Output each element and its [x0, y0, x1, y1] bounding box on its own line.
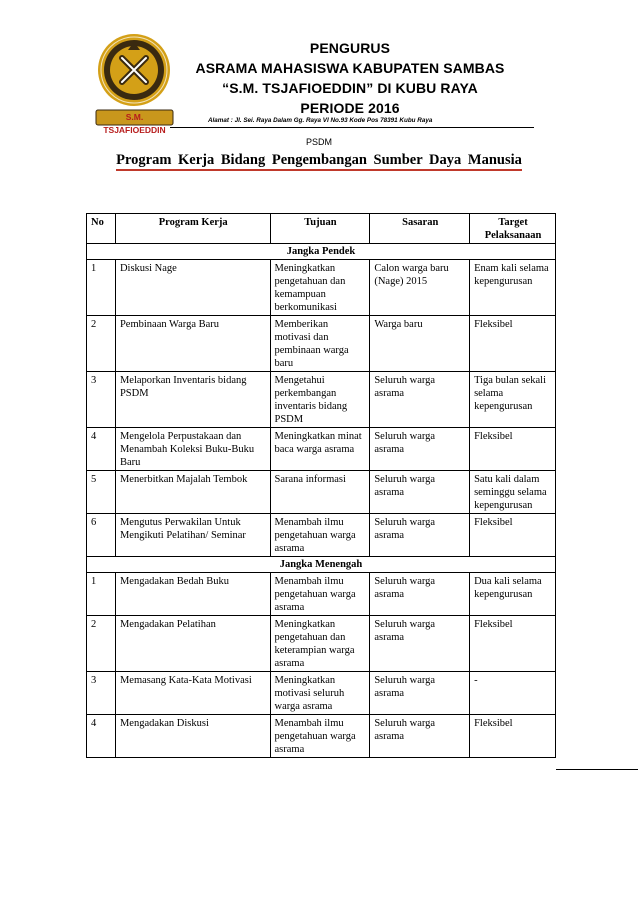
table-row — [87, 672, 556, 715]
cell-target: Enam kali selama kepengurusan — [470, 260, 556, 316]
header-target: Target Pelaksanaan — [470, 214, 556, 244]
cell-program: Mengadakan Diskusi — [115, 715, 270, 758]
cell-target: Fleksibel — [470, 514, 556, 557]
address-line: Alamat : Jl. Sei. Raya Dalam Gg. Raya VI No.93 Kode Pos 78391 Kubu Raya — [208, 117, 433, 124]
cell-target: Tiga bulan sekali selama kepengurusan — [470, 372, 556, 428]
cell-sasaran: Seluruh warga asrama — [370, 616, 470, 672]
cell-sasaran: Seluruh warga asrama — [370, 573, 470, 616]
cell-program: Mengutus Perwakilan Untuk Mengikuti Pelatihan/ Seminar — [115, 514, 270, 557]
cell-target: - — [470, 672, 556, 715]
cell-no: 4 — [87, 428, 116, 471]
document-title-text: Program Kerja Bidang Pengembangan Sumber Daya Manusia — [116, 152, 522, 171]
table-row — [87, 715, 556, 758]
cell-sasaran: Seluruh warga asrama — [370, 715, 470, 758]
cell-program: Diskusi Nage — [115, 260, 270, 316]
stray-rule — [556, 769, 638, 770]
header-sasaran: Sasaran — [370, 214, 470, 244]
cell-tujuan: Meningkatkan minat baca warga asrama — [270, 428, 370, 471]
cell-no: 3 — [87, 672, 116, 715]
cell-program: Mengadakan Bedah Buku — [115, 573, 270, 616]
section-label: Jangka Pendek — [87, 244, 556, 260]
cell-tujuan: Memberikan motivasi dan pembinaan warga baru — [270, 316, 370, 372]
cell-tujuan: Meningkatkan motivasi seluruh warga asrama — [270, 672, 370, 715]
table-row — [87, 428, 556, 471]
cell-sasaran: Seluruh warga asrama — [370, 471, 470, 514]
table-body — [87, 244, 556, 758]
cell-no: 4 — [87, 715, 116, 758]
table-row — [87, 471, 556, 514]
cell-sasaran: Seluruh warga asrama — [370, 514, 470, 557]
header-program: Program Kerja — [115, 214, 270, 244]
cell-sasaran: Calon warga baru (Nage) 2015 — [370, 260, 470, 316]
cell-tujuan: Sarana informasi — [270, 471, 370, 514]
cell-no: 3 — [87, 372, 116, 428]
cell-program: Pembinaan Warga Baru — [115, 316, 270, 372]
header-line-3: “S.M. TSJAFIOEDDIN” DI KUBU RAYA — [222, 80, 478, 96]
letterhead — [160, 38, 540, 118]
cell-no: 6 — [87, 514, 116, 557]
document-title — [0, 151, 638, 169]
cell-program: Memasang Kata-Kata Motivasi — [115, 672, 270, 715]
cell-target: Fleksibel — [470, 428, 556, 471]
cell-target: Fleksibel — [470, 316, 556, 372]
cell-no: 1 — [87, 260, 116, 316]
table-row — [87, 260, 556, 316]
table-row — [87, 616, 556, 672]
cell-sasaran: Warga baru — [370, 316, 470, 372]
table-header-row — [87, 214, 556, 244]
cell-no: 1 — [87, 573, 116, 616]
cell-program: Menerbitkan Majalah Tembok — [115, 471, 270, 514]
cell-target: Dua kali selama kepengurusan — [470, 573, 556, 616]
cell-sasaran: Seluruh warga asrama — [370, 672, 470, 715]
program-table — [86, 213, 556, 758]
header-line-2: ASRAMA MAHASISWA KABUPATEN SAMBAS — [195, 60, 505, 76]
department-label: PSDM — [305, 137, 332, 147]
cell-program: Melaporkan Inventaris bidang PSDM — [115, 372, 270, 428]
cell-tujuan: Menambah ilmu pengetahuan warga asrama — [270, 715, 370, 758]
table-row — [87, 316, 556, 372]
table-row — [87, 573, 556, 616]
table-row — [87, 372, 556, 428]
section-label: Jangka Menengah — [87, 557, 556, 573]
section-row — [87, 557, 556, 573]
cell-program: Mengadakan Pelatihan — [115, 616, 270, 672]
cell-tujuan: Menambah ilmu pengetahuan warga asrama — [270, 514, 370, 557]
cell-sasaran: Seluruh warga asrama — [370, 372, 470, 428]
cell-tujuan: Mengetahui perkembangan inventaris bidang PSDM — [270, 372, 370, 428]
logo-banner-text: S.M. TSJAFIOEDDIN — [103, 112, 166, 135]
cell-tujuan: Meningkatkan pengetahuan dan keterampian warga asrama — [270, 616, 370, 672]
section-row — [87, 244, 556, 260]
cell-target: Fleksibel — [470, 616, 556, 672]
header-line-4: PERIODE 2016 — [300, 100, 400, 116]
cell-no: 2 — [87, 316, 116, 372]
cell-target: Satu kali dalam seminggu selama kepengurusan — [470, 471, 556, 514]
cell-tujuan: Meningkatkan pengetahuan dan kemampuan berkomunikasi — [270, 260, 370, 316]
header-divider — [170, 127, 534, 128]
header-tujuan: Tujuan — [270, 214, 370, 244]
cell-target: Fleksibel — [470, 715, 556, 758]
header-line-1: PENGURUS — [309, 40, 391, 56]
table-row — [87, 514, 556, 557]
header-no: No — [87, 214, 116, 244]
cell-no: 5 — [87, 471, 116, 514]
cell-program: Mengelola Perpustakaan dan Menambah Koleksi Buku-Buku Baru — [115, 428, 270, 471]
cell-no: 2 — [87, 616, 116, 672]
cell-tujuan: Menambah ilmu pengetahuan warga asrama — [270, 573, 370, 616]
cell-sasaran: Seluruh warga asrama — [370, 428, 470, 471]
